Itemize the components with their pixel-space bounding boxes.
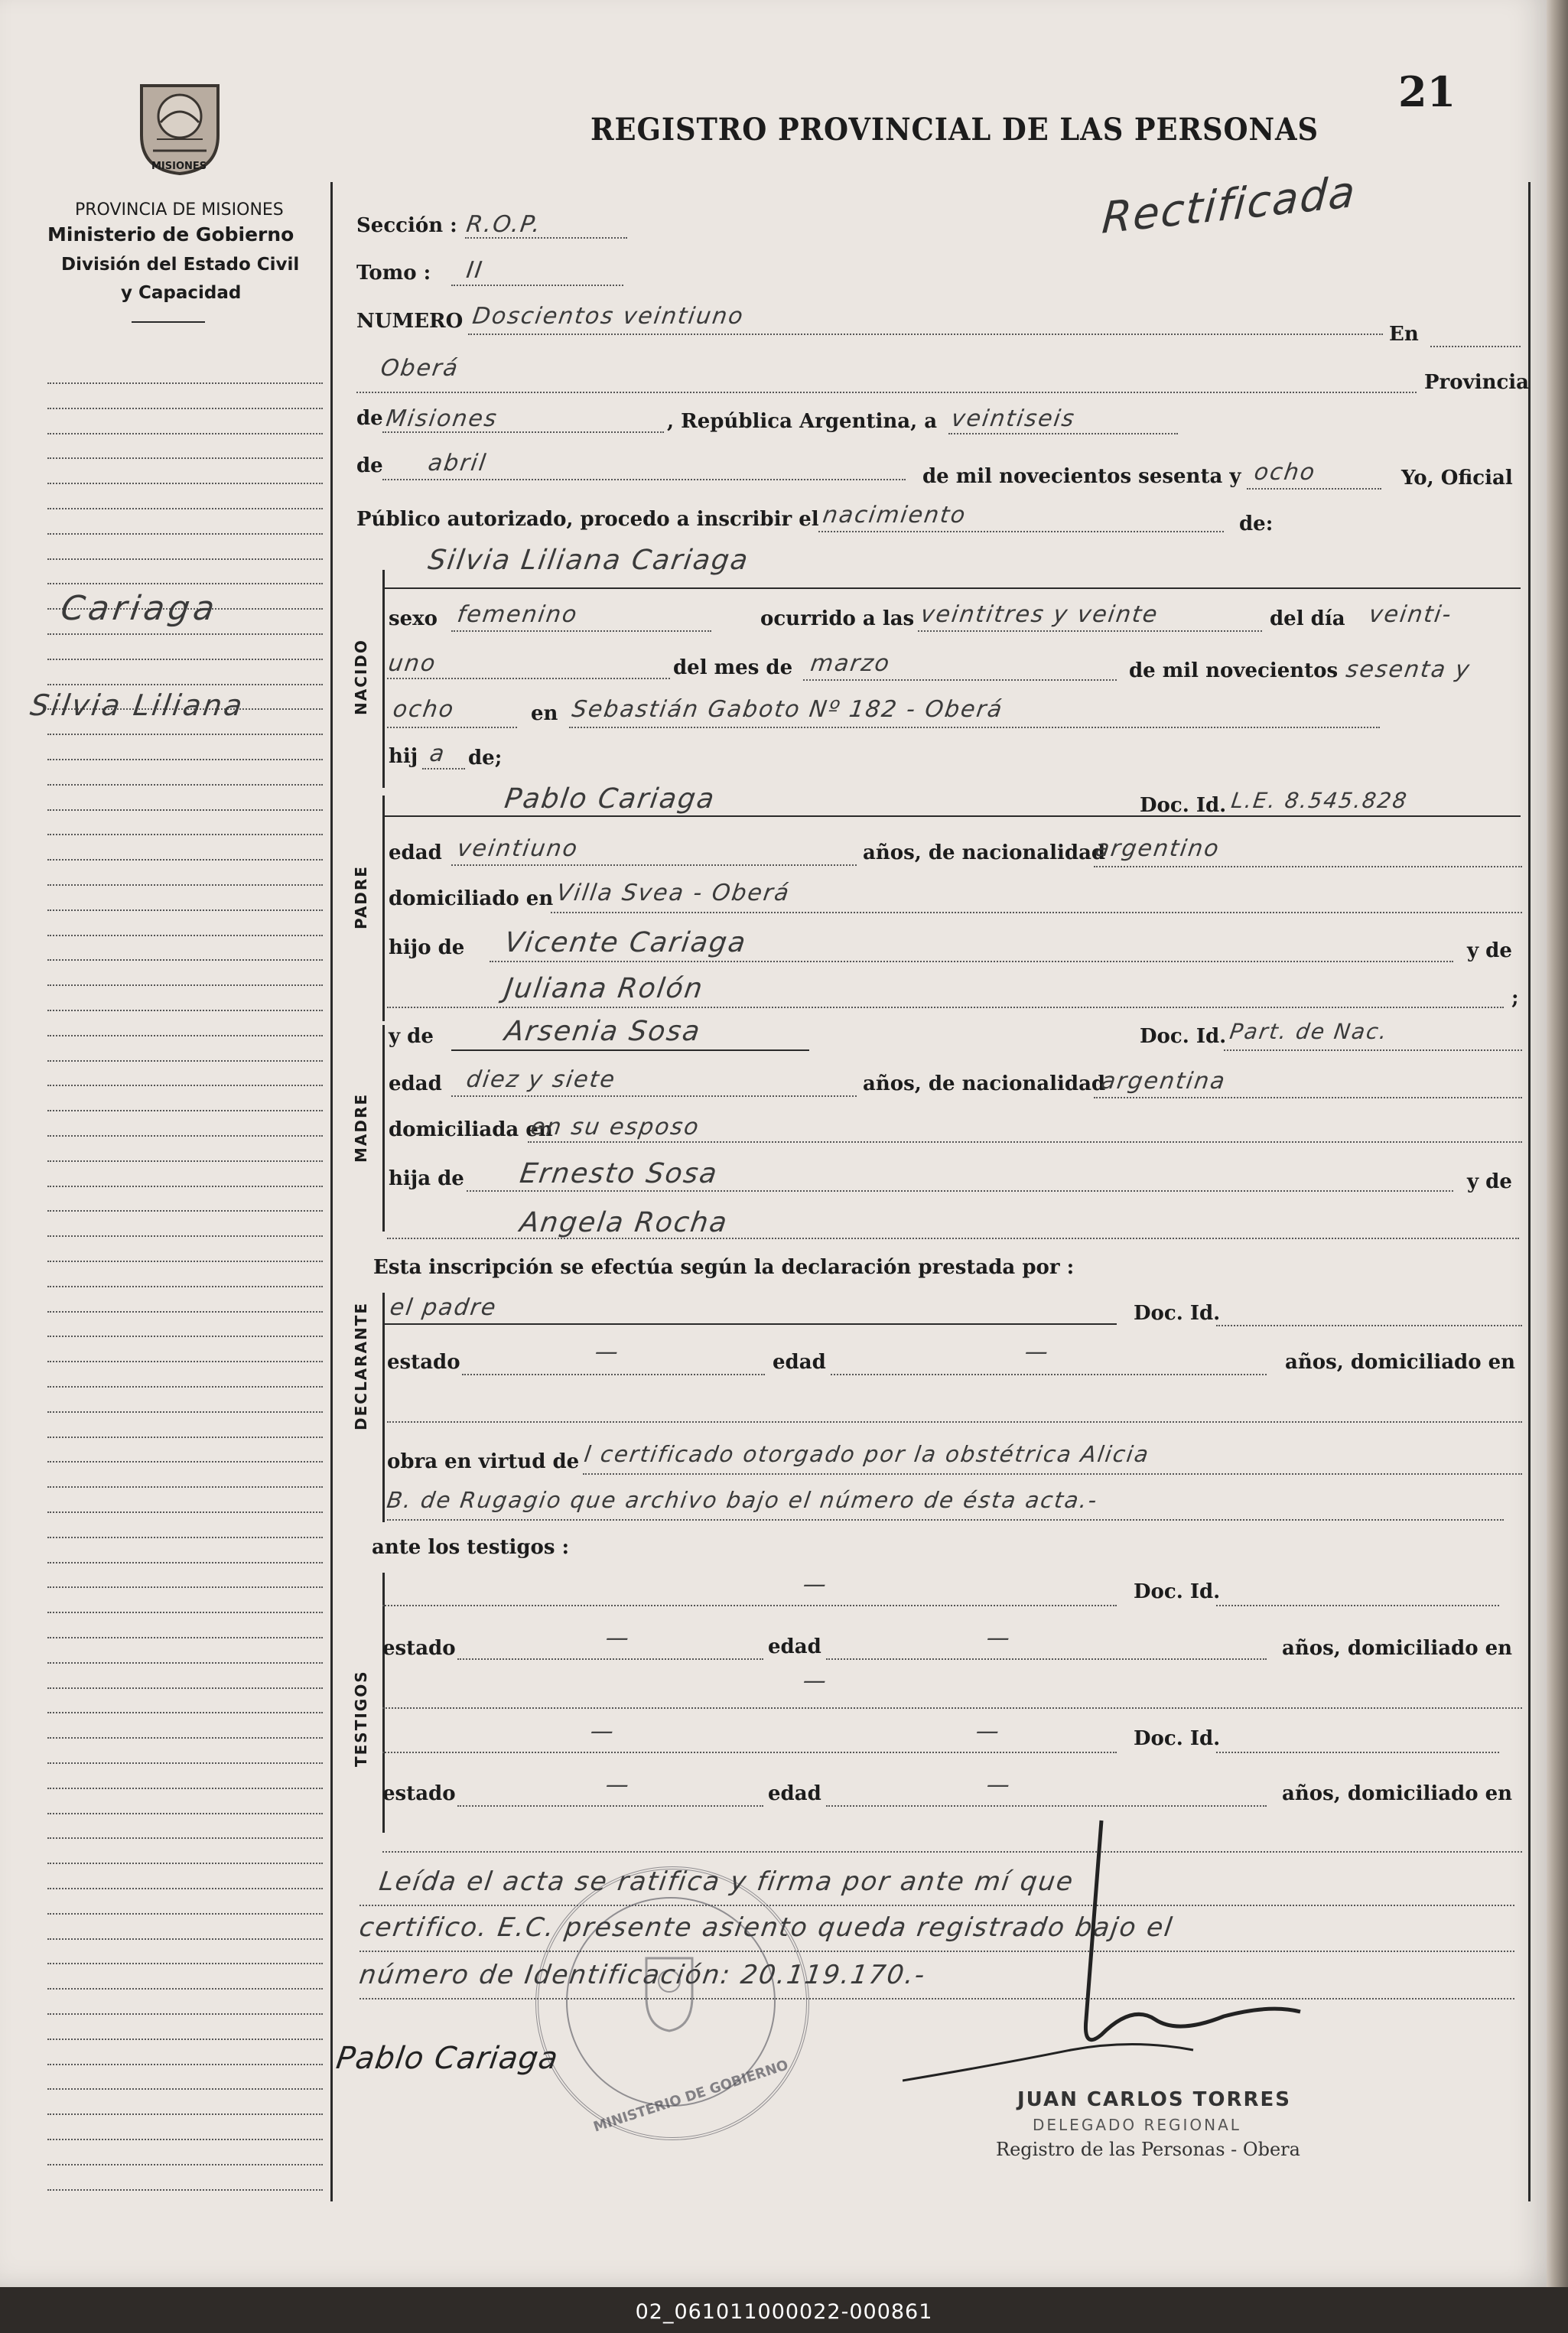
hora-value: veintitres y veinte [919,601,1160,628]
numero-label: NUMERO [356,310,464,333]
margin-ruled-line [47,533,323,535]
declaracion-label: Esta inscripción se efectúa según la declaración prestada por : [373,1256,1075,1279]
section-nacido: NACIDO [352,639,370,715]
lugar-nacimiento-value: Sebastián Gaboto Nº 182 - Oberá [570,696,1005,723]
testigo2-nombre-dash: — [588,1718,617,1745]
testigo2-edad-label: edad [768,1782,821,1805]
margin-ruled-line [47,1486,323,1488]
lugar-value: Oberá [379,355,461,382]
section-padre: PADRE [352,865,370,929]
margin-ruled-line [47,1712,323,1713]
padre-doc-label: Doc. Id. [1140,794,1227,817]
padre-semicolon: ; [1511,987,1519,1010]
margin-ruled-line [47,1311,323,1313]
margin-ruled-line [47,784,323,786]
margin-ruled-line [47,1737,323,1739]
margin-ruled-line [47,1963,323,1964]
declarante-value: el padre [388,1294,499,1321]
testigo2-estado-label: estado [382,1782,456,1805]
republica-label: , República Argentina, a [667,410,938,433]
margin-ruled-line [47,1813,323,1814]
testigo1-estado-label: estado [382,1637,456,1660]
margin-ruled-line [47,1913,323,1915]
testigo2-edad-value: — [984,1772,1013,1798]
margin-ruled-line [47,1110,323,1111]
anio-value: sesenta y [1344,656,1473,683]
padre-doc-value: L.E. 8.545.828 [1229,788,1410,813]
margin-ruled-line [47,508,323,509]
cierre-line-1: Leída el acta se ratifica y firma por ante mí que [377,1866,1076,1897]
madre-nac-label: años, de nacionalidad [863,1072,1106,1095]
margin-ruled-line [47,909,323,911]
madre-dom-label: domiciliada en [389,1118,553,1141]
del-dia-label: del día [1270,607,1345,630]
madre-hija-de-label: hija de [389,1167,464,1190]
anio-acta-value: ocho [1252,459,1318,486]
declarante-estado-label: estado [387,1351,460,1374]
testigo1-doc-label: Doc. Id. [1134,1580,1221,1603]
margin-ruled-line [47,1863,323,1864]
padre-nac-value: argentino [1093,835,1222,862]
margin-ruled-line [47,457,323,459]
mes-value: marzo [808,650,893,677]
header-rule [132,321,205,323]
margin-ruled-line [47,1437,323,1438]
margin-ruled-line [47,734,323,735]
margin-ruled-line [47,1085,323,1086]
margin-ruled-line [47,1035,323,1036]
madre-edad-label: edad [389,1072,442,1095]
provincia-label: Provincia [1424,371,1530,394]
obra-label: obra en virtud de [387,1450,580,1473]
margin-ruled-line [47,759,323,760]
margin-ruled-line [47,1586,323,1588]
margin-ruled-line [47,1160,323,1162]
madre-nombre: Arsenia Sosa [503,1016,704,1047]
margin-ruled-line [47,1511,323,1513]
margin-ruled-line [47,2039,323,2040]
testigo1-anos-label: años, domiciliado en [1282,1637,1513,1660]
division-label: División del Estado Civil [61,255,300,275]
margin-ruled-line [47,959,323,961]
del-mes-label: del mes de [673,656,793,679]
padre-madre-value: Juliana Rolón [503,973,706,1004]
margin-ruled-line [47,834,323,835]
margin-ruled-line [47,1461,323,1463]
margin-ruled-line [47,1562,323,1563]
margin-ruled-line [47,1788,323,1789]
nacido-nombre: Silvia Liliana Cariaga [426,545,751,576]
testigo1-dom-dash: — [801,1668,830,1694]
provincia-value: Misiones [384,405,500,432]
margin-ruled-line [47,558,323,560]
margin-ruled-line [47,2013,323,2015]
seccion-value: R.O.P. [464,211,544,238]
margin-ruled-line [47,1988,323,1990]
sexo-value: femenino [455,601,580,628]
padre-dom-value: Villa Svea - Oberá [555,880,792,906]
margin-ruled-line [47,1261,323,1262]
margin-ruled-line [47,633,323,635]
margin-ruled-line [47,1361,323,1362]
de-label: de [356,407,383,430]
margin-ruled-line [47,984,323,986]
tomo-value: II [464,257,486,284]
testigo2-nombre-dash-2: — [974,1718,1003,1745]
madre-y-de-label: y de [389,1025,434,1048]
margin-ruled-line [47,1286,323,1287]
margin-surname: Cariaga [58,589,221,628]
crest-label: MISIONES [151,161,207,172]
yo-oficial-label: Yo, Oficial [1401,467,1513,490]
testigo2-doc-label: Doc. Id. [1134,1727,1221,1750]
margin-ruled-line [47,2189,323,2191]
province-label: PROVINCIA DE MISIONES [75,200,284,220]
seccion-label: Sección : [356,214,457,237]
oficial-signature-scribble [903,1805,1316,2126]
madre-nac-value: argentina [1099,1068,1228,1095]
tomo-label: Tomo : [356,262,431,285]
declarante-signature: Pablo Cariaga [333,2041,561,2076]
section-testigos: TESTIGOS [352,1670,370,1767]
padre-y-de-label: y de [1467,939,1512,962]
margin-given-names: Silvia Liliana [28,688,247,722]
margin-ruled-line [47,433,323,434]
testigo1-edad-value: — [984,1625,1013,1651]
margin-ruled-line [47,483,323,484]
padre-padre-value: Vicente Cariaga [503,927,749,958]
margin-ruled-line [47,1186,323,1187]
margin-ruled-line [47,1888,323,1889]
en-label-2: en [531,702,558,725]
margin-ruled-line [47,1687,323,1689]
madre-dom-value: en su esposo [529,1114,702,1140]
ministry-label: Ministerio de Gobierno [47,223,294,246]
book-edge [1547,0,1568,2295]
margin-ruled-line [47,1135,323,1137]
margin-ruled-line [47,1837,323,1839]
margin-ruled-line [47,935,323,936]
mes-acta-value: abril [426,450,489,477]
dia-acta-value: veintiseis [949,405,1078,432]
declarante-estado-value: — [593,1339,622,1365]
testigo1-estado-value: — [603,1625,633,1651]
padre-edad-label: edad [389,841,442,864]
madre-padre-value: Ernesto Sosa [518,1158,721,1189]
margin-ruled-line [47,1210,323,1212]
dia-value: veinti- [1367,601,1454,628]
padre-dom-label: domiciliado en [389,887,554,910]
padre-edad-value: veintiuno [455,835,581,862]
dia-cont-value: uno [386,650,438,677]
testigo1-nombre-dash: — [801,1571,830,1598]
margin-ruled-line [47,2164,323,2165]
en-label: En [1389,323,1419,346]
page-number: 21 [1398,67,1456,116]
padre-nac-label: años, de nacionalidad [863,841,1106,864]
oficial-office: Registro de las Personas - Obera [996,2139,1300,2160]
ante-testigos-label: ante los testigos : [372,1536,570,1559]
declarante-edad-value: — [1023,1339,1052,1365]
anio-cont-value: ocho [391,696,457,723]
numero-value: Doscientos veintiuno [470,303,747,330]
right-border [1528,182,1531,2201]
declarante-anos-label: años, domiciliado en [1285,1351,1516,1374]
section-madre: MADRE [352,1092,370,1163]
seal-text: MINISTERIO DE GOBIERNO [591,2057,791,2136]
margin-ruled-line [47,1537,323,1538]
madre-madre-value: Angela Rocha [518,1207,730,1238]
margin-ruled-line [47,408,323,409]
ocurrido-label: ocurrido a las [760,607,915,630]
de-label-2: de [356,454,383,477]
margin-ruled-line [47,884,323,886]
cierre-line-2: certifico. E.C. presente asiento queda registrado bajo el [357,1912,1176,1943]
oficial-title: DELEGADO REGIONAL [1033,2116,1241,2134]
margin-ruled-line [47,859,323,861]
padre-hijo-de-label: hijo de [389,936,465,959]
margin-ruled-line [47,1662,323,1664]
mil-novecientos-label-2: de mil novecientos [1129,659,1339,682]
margin-ruled-line [47,2113,323,2115]
madre-y-de-label-2: y de [1467,1170,1512,1193]
margin-ruled-line [47,1386,323,1388]
madre-edad-value: diez y siete [464,1066,618,1093]
margin-ruled-line [47,684,323,685]
padre-nombre: Pablo Cariaga [503,783,717,815]
capacity-label: y Capacidad [121,283,242,303]
margin-divider [330,182,333,2201]
de-colon-label: de: [1239,512,1274,535]
margin-ruled-line [47,1060,323,1062]
margin-ruled-line [47,659,323,660]
margin-ruled-line [47,1336,323,1337]
margin-ruled-line [47,1411,323,1413]
margin-ruled-line [47,382,323,384]
cierre-line-3: número de Identificación: 20.119.170.- [357,1960,929,1990]
tipo-value: nacimiento [821,502,968,529]
rectificada-annotation: Rectificada [1100,167,1358,244]
section-declarante: DECLARANTE [352,1301,370,1430]
testigo2-estado-value: — [603,1772,633,1798]
testigo2-anos-label: años, domiciliado en [1282,1782,1513,1805]
de-semicolon-label: de; [468,747,503,770]
publico-label: Público autorizado, procedo a inscribir el [356,508,819,531]
margin-ruled-line [47,2088,323,2090]
declarante-doc-label: Doc. Id. [1134,1302,1221,1325]
margin-ruled-line [47,1612,323,1613]
margin-ruled-line [47,1010,323,1011]
testigo1-edad-label: edad [768,1635,821,1658]
margin-ruled-line [47,1235,323,1237]
margin-ruled-line [47,1637,323,1638]
margin-ruled-line [47,2139,323,2140]
margin-ruled-line [47,1938,323,1940]
margin-ruled-line [47,1762,323,1764]
obra-value-2: B. de Rugagio que archivo bajo el número de ésta acta.- [385,1487,1100,1513]
obra-value-1: l certificado otorgado por la obstétrica Alicia [582,1441,1152,1467]
mil-novecientos-label: de mil novecientos sesenta y [922,465,1241,488]
hijo-a-value: a [428,740,447,767]
margin-ruled-line [47,809,323,811]
footer-filename: 02_061011000022-000861 [635,2300,933,2324]
declarante-edad-label: edad [773,1351,826,1374]
hij-label: hij [389,745,418,768]
madre-doc-value: Part. de Nac. [1228,1019,1390,1044]
oficial-name: JUAN CARLOS TORRES [1017,2088,1292,2111]
page-title: REGISTRO PROVINCIAL DE LAS PERSONAS [590,112,1319,148]
margin-ruled-line [47,583,323,584]
sexo-label: sexo [389,607,438,630]
madre-doc-label: Doc. Id. [1140,1025,1227,1048]
margin-ruled-line [47,2064,323,2065]
